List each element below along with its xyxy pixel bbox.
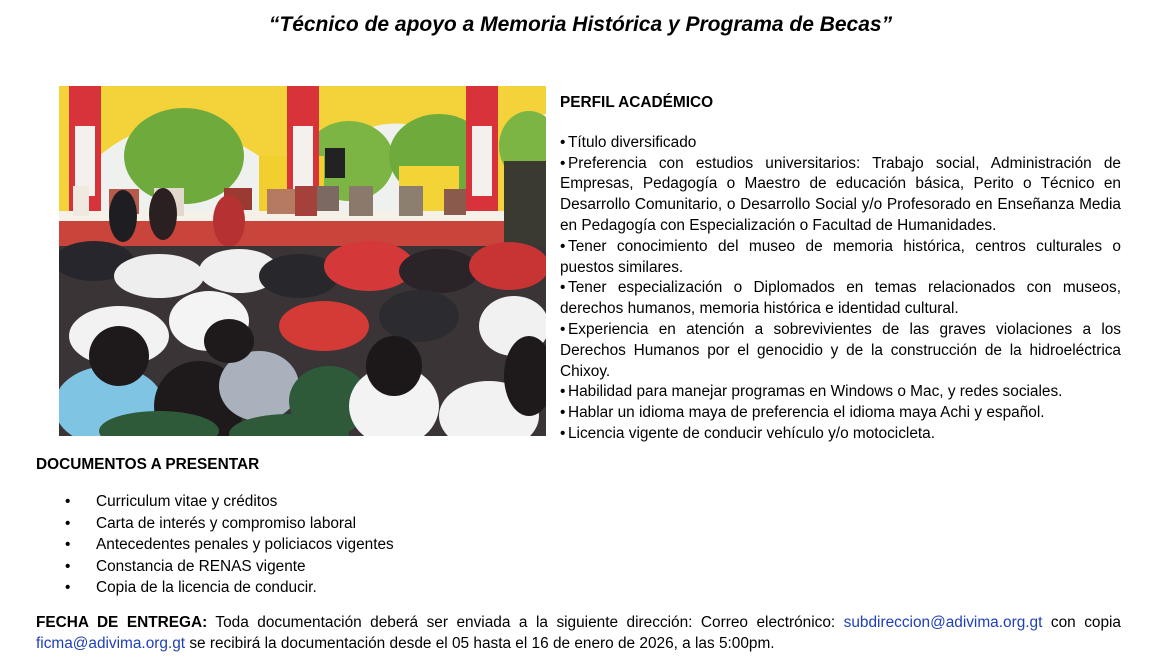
perfil-item: [560, 320, 1121, 382]
list-item-text: Constancia de RENAS vigente: [96, 557, 306, 575]
list-item-text: Curriculum vitae y créditos: [96, 493, 278, 510]
perfil-item: [560, 278, 1121, 320]
bullet-icon: •: [560, 320, 566, 338]
perfil-item-text: Tener especialización o Diplomados en temas relacionados con museos, derechos humanos, memoria histórica e identidad cultural.: [560, 279, 1121, 318]
perfil-item-text: Experiencia en atención a sobrevivientes de las graves violaciones a los Derechos Humanos por el genocidio y de la construcción de la hidroeléctrica Chixoy.: [560, 320, 1121, 380]
bullet-icon: •: [65, 536, 71, 554]
bullet-icon: •: [65, 579, 71, 597]
bullet-icon: •: [560, 237, 566, 255]
entrega-text-2: con copia: [1042, 614, 1121, 631]
bullet-icon: •: [560, 279, 566, 297]
bullet-icon: •: [560, 424, 566, 442]
list-item-text: Antecedentes penales y policiacos vigentes: [96, 536, 394, 554]
bullet-icon: •: [560, 383, 566, 401]
document-title: “Técnico de apoyo a Memoria Histórica y Programa de Becas”: [268, 13, 893, 36]
list-item: [36, 577, 394, 599]
event-photo: [59, 86, 546, 436]
bullet-icon: •: [560, 154, 566, 172]
perfil-item-text: Título diversificado: [568, 133, 697, 151]
list-item-text: Carta de interés y compromiso laboral: [96, 514, 357, 532]
documentos-section: [36, 456, 394, 599]
perfil-heading: PERFIL ACADÉMICO: [560, 94, 714, 111]
perfil-item: [560, 133, 1121, 154]
perfil-item-text: Hablar un idioma maya de preferencia el idioma maya Achi y español.: [568, 404, 1045, 422]
email-link-ficma[interactable]: ficma@adivima.org.gt: [36, 635, 186, 652]
list-item-text: Copia de la licencia de conducir.: [96, 579, 317, 597]
perfil-item: [560, 154, 1121, 237]
list-item: [36, 513, 394, 535]
list-item: [36, 556, 394, 578]
fecha-entrega-label: FECHA DE ENTREGA:: [36, 614, 208, 631]
perfil-item: [560, 403, 1121, 424]
email-link-subdireccion[interactable]: subdireccion@adivima.org.gt: [843, 614, 1043, 631]
perfil-item-text: Habilidad para manejar programas en Windows o Mac, y redes sociales.: [568, 383, 1063, 401]
perfil-item: [560, 424, 1121, 445]
bullet-icon: •: [560, 133, 566, 151]
documentos-list: [36, 491, 394, 599]
bullet-icon: •: [65, 514, 71, 532]
perfil-item: [560, 382, 1121, 403]
perfil-item: [560, 237, 1121, 279]
bullet-icon: •: [560, 404, 566, 422]
entrega-text-1: Toda documentación deberá ser enviada a la siguiente dirección: Correo electrónico:: [207, 614, 844, 631]
list-item: [36, 491, 394, 513]
fecha-entrega-paragraph: [36, 612, 1121, 654]
entrega-text-3: se recibirá la documentación desde el 05 hasta el 16 de enero de 2026, a las 5:00pm.: [185, 635, 775, 652]
bullet-icon: •: [65, 493, 71, 510]
perfil-item-text: Tener conocimiento del museo de memoria histórica, centros culturales o puestos similares.: [560, 237, 1121, 276]
photo-illustration: [59, 86, 546, 436]
bullet-icon: •: [65, 557, 71, 575]
perfil-item-text: Licencia vigente de conducir vehículo y/o motocicleta.: [568, 424, 936, 442]
perfil-item-text: Preferencia con estudios universitarios: Trabajo social, Administración de Empresas, Pedagogía o Maestro de educación básica, Perito o Técnico en Desarrollo Comunitario, o Desarrollo Social y/o Profesorado en Enseñanza Media en Pedagogía con Especialización o Facultad de Humanidades.: [560, 154, 1121, 234]
documentos-heading: DOCUMENTOS A PRESENTAR: [36, 456, 260, 473]
perfil-academico-section: [560, 93, 1121, 445]
list-item: [36, 534, 394, 556]
